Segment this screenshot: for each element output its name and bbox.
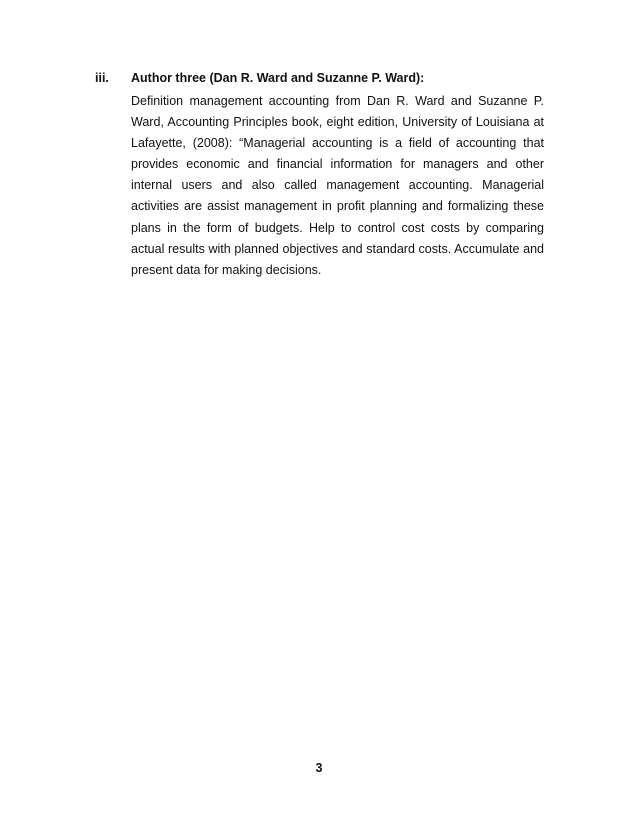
list-item-marker: iii.	[95, 71, 109, 85]
page-number: 3	[315, 761, 323, 775]
item-body-paragraph: Definition management accounting from Dan R. Ward and Suzanne P. Ward, Accounting Principles book, eight edition, University of Louisiana at Lafayette, (2008): “Managerial accounting is a field of accounting that provides economic and financial information for managers and other internal users and also called management accounting. Managerial activities are assist management in profit planning and formalizing these plans in the form of budgets. Help to control cost costs by comparing actual results with planned objectives and standard costs. Accumulate and present data for making decisions.	[131, 94, 544, 277]
list-item	[131, 70, 544, 281]
item-heading: Author three (Dan R. Ward and Suzanne P. Ward):	[131, 71, 425, 85]
